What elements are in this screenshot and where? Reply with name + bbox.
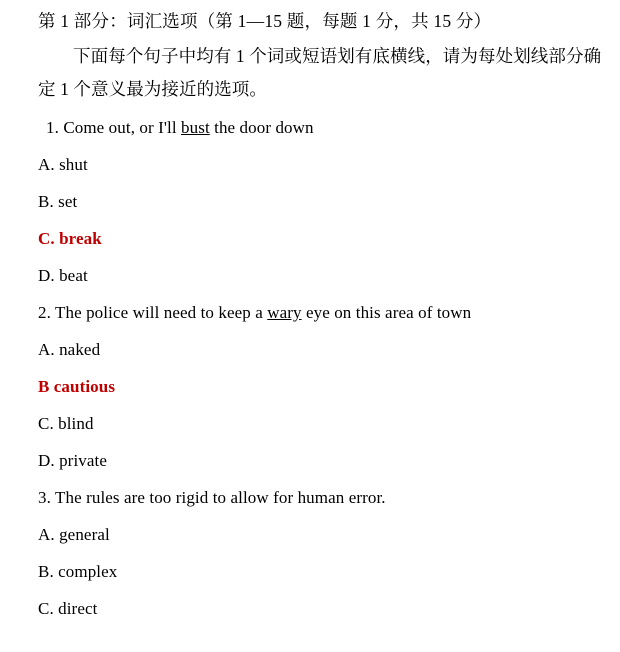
question-number: 3. [38, 488, 51, 507]
question-text-before: The police will need to keep a [55, 303, 268, 322]
option-d[interactable]: D. beat [38, 266, 88, 285]
option-a[interactable]: A. general [38, 525, 110, 544]
option-a[interactable]: A. naked [38, 340, 101, 359]
question-underlined-word: bust [181, 118, 210, 137]
question-text-after: eye on this area of town [301, 303, 472, 322]
section-title: 第 1 部分：词汇选项（第 1—15 题，每题 1 分，共 15 分） [38, 11, 492, 31]
option-d[interactable]: D. private [38, 451, 107, 470]
question-stem [38, 297, 602, 328]
option-c[interactable]: C. blind [38, 414, 94, 433]
question-2 [38, 297, 602, 476]
question-underlined-word: wary [267, 303, 302, 322]
option-b[interactable]: B. set [38, 192, 78, 211]
option-b[interactable]: B. complex [38, 562, 118, 581]
option-c[interactable]: C. direct [38, 599, 98, 618]
question-text-before: The rules are too rigid to allow for human error. [55, 488, 386, 507]
option-b[interactable]: B cautious [38, 377, 116, 396]
section-instructions: 下面每个句子中均有 1 个词或短语划有底横线，请为每处划线部分确定 1 个意义最为接近的选项。 [38, 46, 602, 99]
question-text-before: Come out, or I'll [63, 118, 182, 137]
option-a[interactable]: A. shut [38, 155, 88, 174]
question-stem [38, 482, 602, 513]
question-1 [38, 112, 602, 291]
option-c[interactable]: C. break [38, 229, 102, 248]
question-stem [38, 112, 602, 143]
question-text-after: the door down [209, 118, 314, 137]
question-number: 2. [38, 303, 51, 322]
question-3 [38, 482, 602, 624]
question-number: 1. [46, 118, 59, 137]
